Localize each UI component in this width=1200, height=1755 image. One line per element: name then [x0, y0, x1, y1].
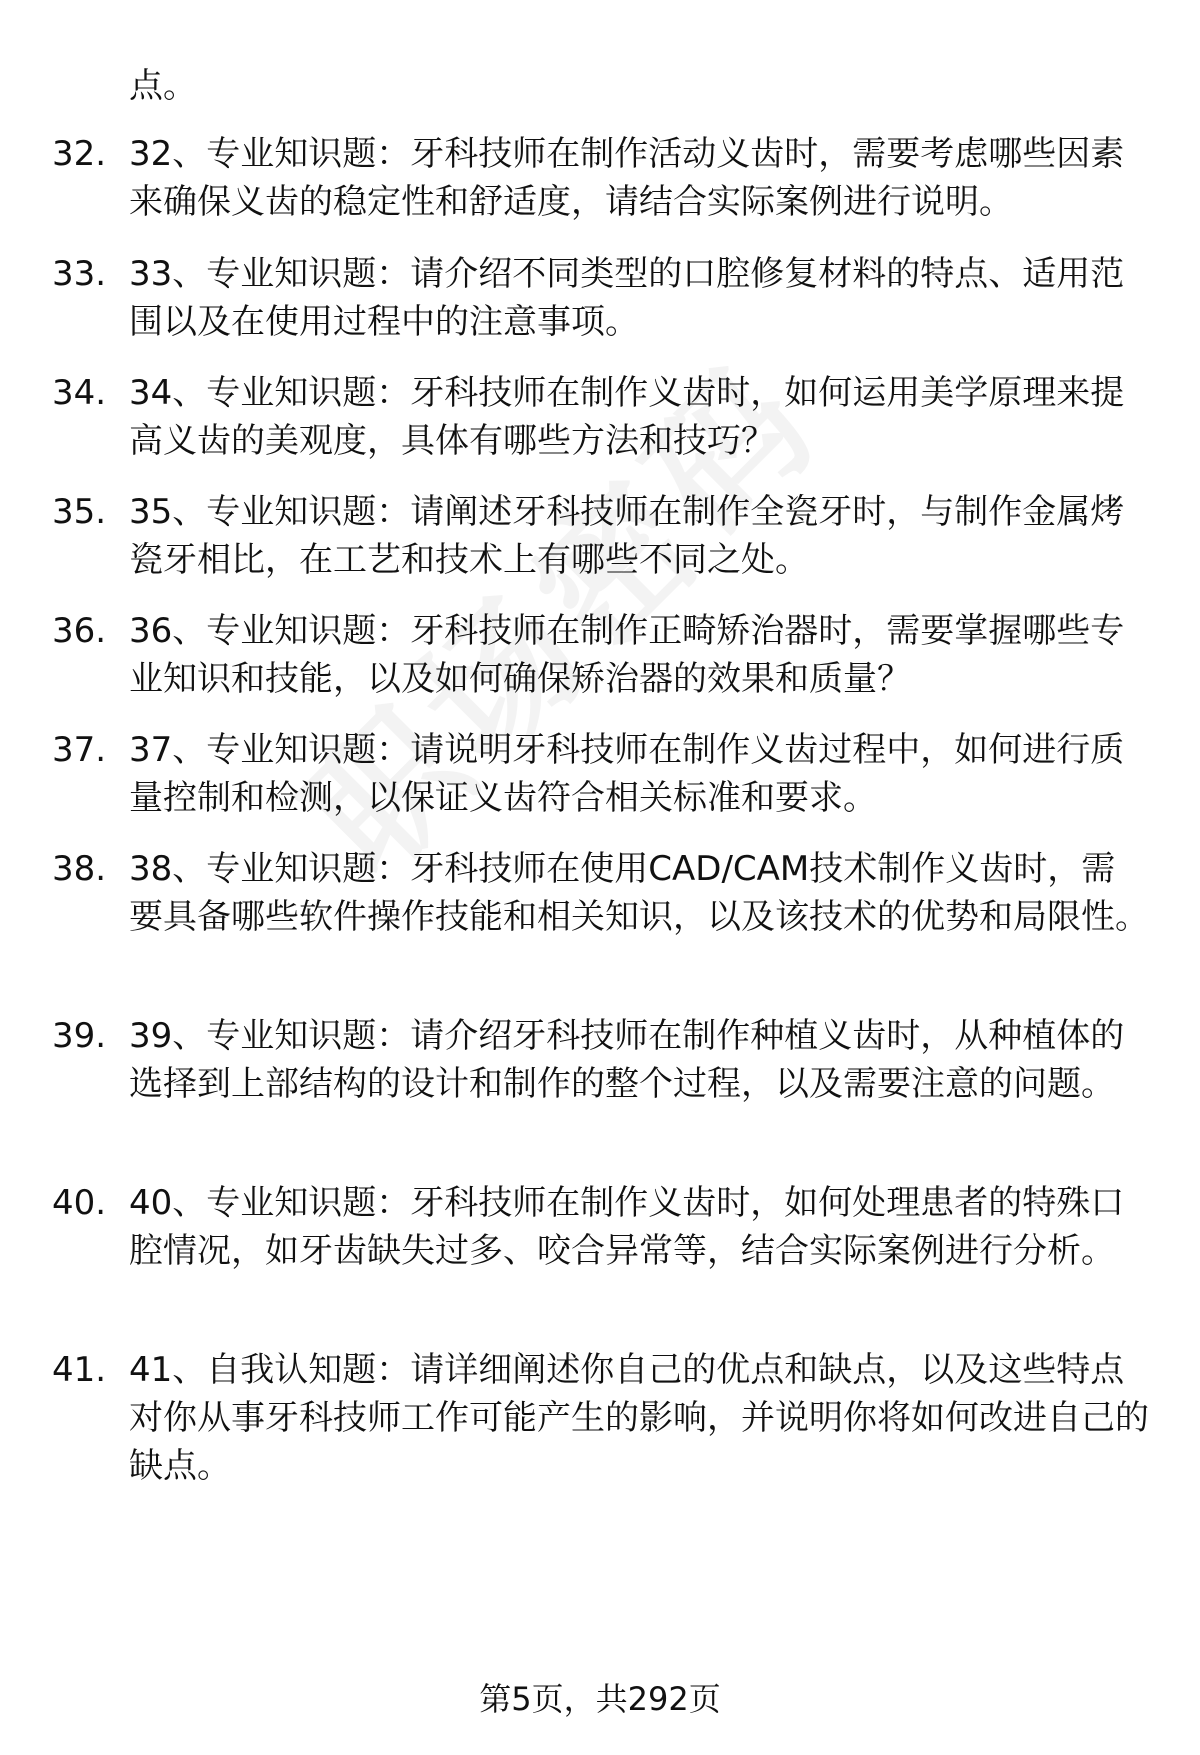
page-footer: 第5页，共292页	[479, 1680, 721, 1718]
item-number: 34.	[52, 373, 107, 413]
item-text: 32、专业知识题：牙科技师在制作活动义齿时，需要考虑哪些因素来确保义齿的稳定性和舒适度，请结合实际案例进行说明。	[129, 134, 1125, 222]
item-number: 37.	[52, 730, 107, 770]
item-text: 35、专业知识题：请阐述牙科技师在制作全瓷牙时，与制作金属烤瓷牙相比，在工艺和技术上有哪些不同之处。	[129, 492, 1125, 580]
item-number: 32.	[52, 134, 107, 174]
item-number: 38.	[52, 849, 107, 889]
item-number: 36.	[52, 611, 107, 651]
item-text: 34、专业知识题：牙科技师在制作义齿时，如何运用美学原理来提高义齿的美观度，具体有哪些方法和技巧？	[129, 373, 1125, 461]
item-text: 41、自我认知题：请详细阐述你自己的优点和缺点，以及这些特点对你从事牙科技师工作可能产生的影响，并说明你将如何改进自己的缺点。	[129, 1350, 1149, 1486]
item-number: 40.	[52, 1183, 107, 1223]
item-number: 39.	[52, 1016, 107, 1056]
item-number: 33.	[52, 254, 107, 294]
item-text: 36、专业知识题：牙科技师在制作正畸矫治器时，需要掌握哪些专业知识和技能，以及如何确保矫治器的效果和质量？	[129, 611, 1125, 699]
item-text: 40、专业知识题：牙科技师在制作义齿时，如何处理患者的特殊口腔情况，如牙齿缺失过多、咬合异常等，结合实际案例进行分析。	[129, 1183, 1125, 1271]
item-number: 35.	[52, 492, 107, 532]
item-text: 39、专业知识题：请介绍牙科技师在制作种植义齿时，从种植体的选择到上部结构的设计和制作的整个过程，以及需要注意的问题。	[129, 1016, 1125, 1104]
item-text: 37、专业知识题：请说明牙科技师在制作义齿过程中，如何进行质量控制和检测，以保证义齿符合相关标准和要求。	[129, 730, 1125, 818]
item-text: 33、专业知识题：请介绍不同类型的口腔修复材料的特点、适用范围以及在使用过程中的注意事项。	[129, 254, 1125, 342]
item-number: 41.	[52, 1350, 107, 1390]
continuation-text: 点。	[129, 66, 197, 106]
item-text: 38、专业知识题：牙科技师在使用CAD/CAM技术制作义齿时，需要具备哪些软件操作技能和相关知识，以及该技术的优势和局限性。	[129, 849, 1149, 937]
